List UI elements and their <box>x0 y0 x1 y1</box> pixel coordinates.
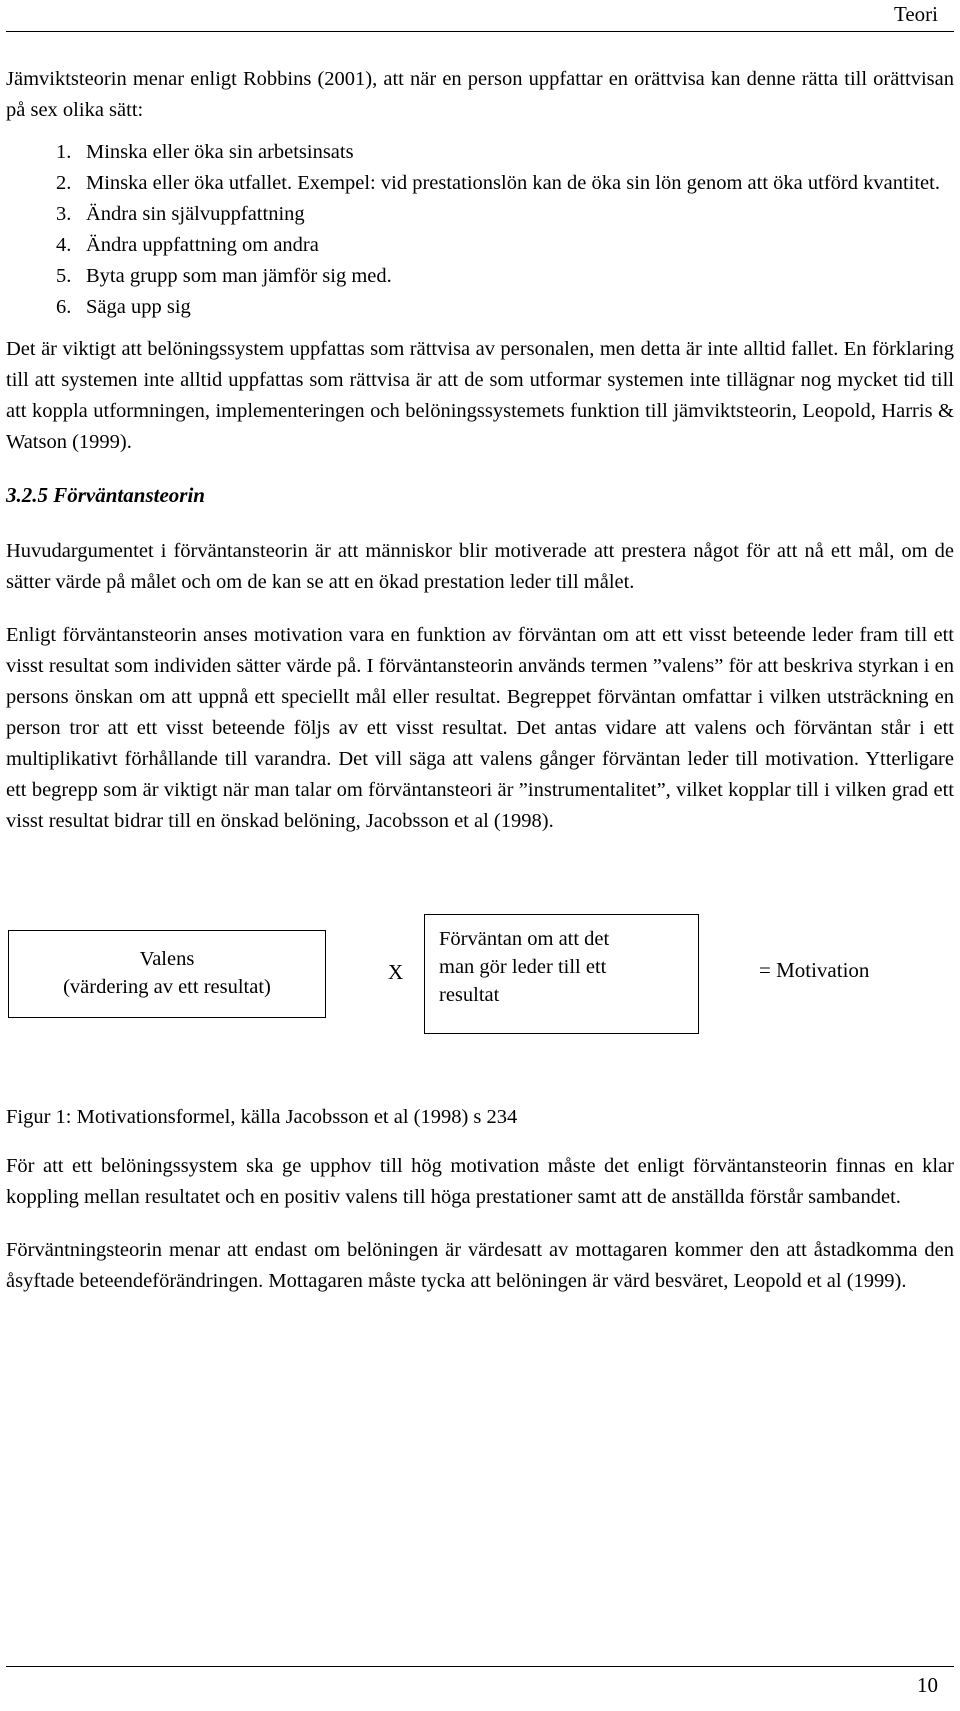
list-text: Ändra uppfattning om andra <box>86 234 319 256</box>
intro-paragraph: Jämviktsteorin menar enligt Robbins (2001), att när en person uppfattar en orättvisa kan denne rätta till orättvisan på sex olika sätt: <box>6 68 954 121</box>
list-text: Säga upp sig <box>86 296 191 318</box>
paragraph-expectancy: Enligt förväntansteorin anses motivation vara en funktion av förväntan om att ett visst beteende leder fram till ett visst resultat som individen sätter värde på. I förväntansteorin används termen ”valens” för att beskriva styrkan i en persons önskan om att uppnå ett speciellt mål eller resultat. Begreppet förväntan omfattar i vilken utsträckning en person tror att ett visst beteende följs av ett visst resultat. Det antas vidare att valens och förväntan står i ett multiplikativt förhållande till varandra. Det vill säga att valens gånger förväntan leder till motivation. Ytterligare ett begrepp som är viktigt när man talar om förväntansteori är ”instrumentalitet”, vilket kopplar till i vilken grad ett visst resultat bidrar till en önskad belöning, Jacobsson et al (1998). <box>6 624 954 832</box>
page-header <box>0 0 960 33</box>
valens-label: Valens <box>139 948 195 970</box>
list-text: Minska eller öka sin arbetsinsats <box>86 141 354 163</box>
list-item <box>6 261 954 292</box>
valens-description: (värdering av ett resultat) <box>63 976 271 998</box>
footer-divider <box>6 1666 954 1667</box>
list-number: 3. <box>56 203 72 225</box>
figure-caption: Figur 1: Motivationsformel, källa Jacobsson et al (1998) s 234 <box>6 1106 518 1128</box>
adjustment-list <box>6 137 954 323</box>
paragraph-valued-reward: Förväntningsteorin menar att endast om belöningen är värdesatt av mottagaren kommer den att åstadkomma den åsyftade beteendeförändringen. Mottagaren måste tycka att belöningen är värd besväret, Leopold et al (1999). <box>6 1239 954 1292</box>
list-item <box>6 199 954 230</box>
list-number: 6. <box>56 296 72 318</box>
forvantan-line: resultat <box>439 984 500 1006</box>
list-item <box>6 168 954 199</box>
valens-box <box>8 930 326 1018</box>
paragraph-main-argument: Huvudargumentet i förväntansteorin är att människor blir motiverade att prestera något för att nå ett mål, om de sätter värde på målet och om de kan se att en ökad prestation leder till målet. <box>6 540 954 593</box>
page-body <box>6 64 954 1297</box>
list-item <box>6 292 954 323</box>
list-number: 2. <box>56 172 72 194</box>
list-item <box>6 230 954 261</box>
paragraph-fairness: Det är viktigt att belöningssystem uppfattas som rättvisa av personalen, men detta är inte alltid fallet. En förklaring till att systemen inte alltid uppfattas som rättvisa är att de som utformar systemen inte tillägnar nog mycket tid till att koppla utformningen, implementeringen och belöningssystemets funktion till jämviktsteorin, Leopold, Harris & Watson (1999). <box>6 338 954 453</box>
list-number: 5. <box>56 265 72 287</box>
multiply-operator: X <box>388 960 404 984</box>
list-number: 1. <box>56 141 72 163</box>
forvantan-line: Förväntan om att det <box>439 928 610 950</box>
header-divider <box>6 31 954 32</box>
list-text: Minska eller öka utfallet. Exempel: vid prestationslön kan de öka sin lön genom att öka utförd kvantitet. <box>86 172 940 194</box>
motivation-formula-figure <box>6 837 954 1052</box>
forvantan-line: man gör leder till ett <box>439 956 607 978</box>
section-heading: 3.2.5 Förväntansteorin <box>6 483 205 507</box>
list-number: 4. <box>56 234 72 256</box>
page-number: 10 <box>917 1673 938 1697</box>
forvantan-box <box>424 914 699 1034</box>
list-text: Ändra sin självuppfattning <box>86 203 305 225</box>
list-item <box>6 137 954 168</box>
paragraph-high-motivation: För att ett belöningssystem ska ge upphov till hög motivation måste det enligt förväntansteorin finnas en klar koppling mellan resultatet och en positiv valens till höga prestationer samt att de anställda förstår sambandet. <box>6 1155 954 1208</box>
list-text: Byta grupp som man jämför sig med. <box>86 265 392 287</box>
header-title: Teori <box>893 2 938 26</box>
motivation-result: = Motivation <box>759 958 870 982</box>
